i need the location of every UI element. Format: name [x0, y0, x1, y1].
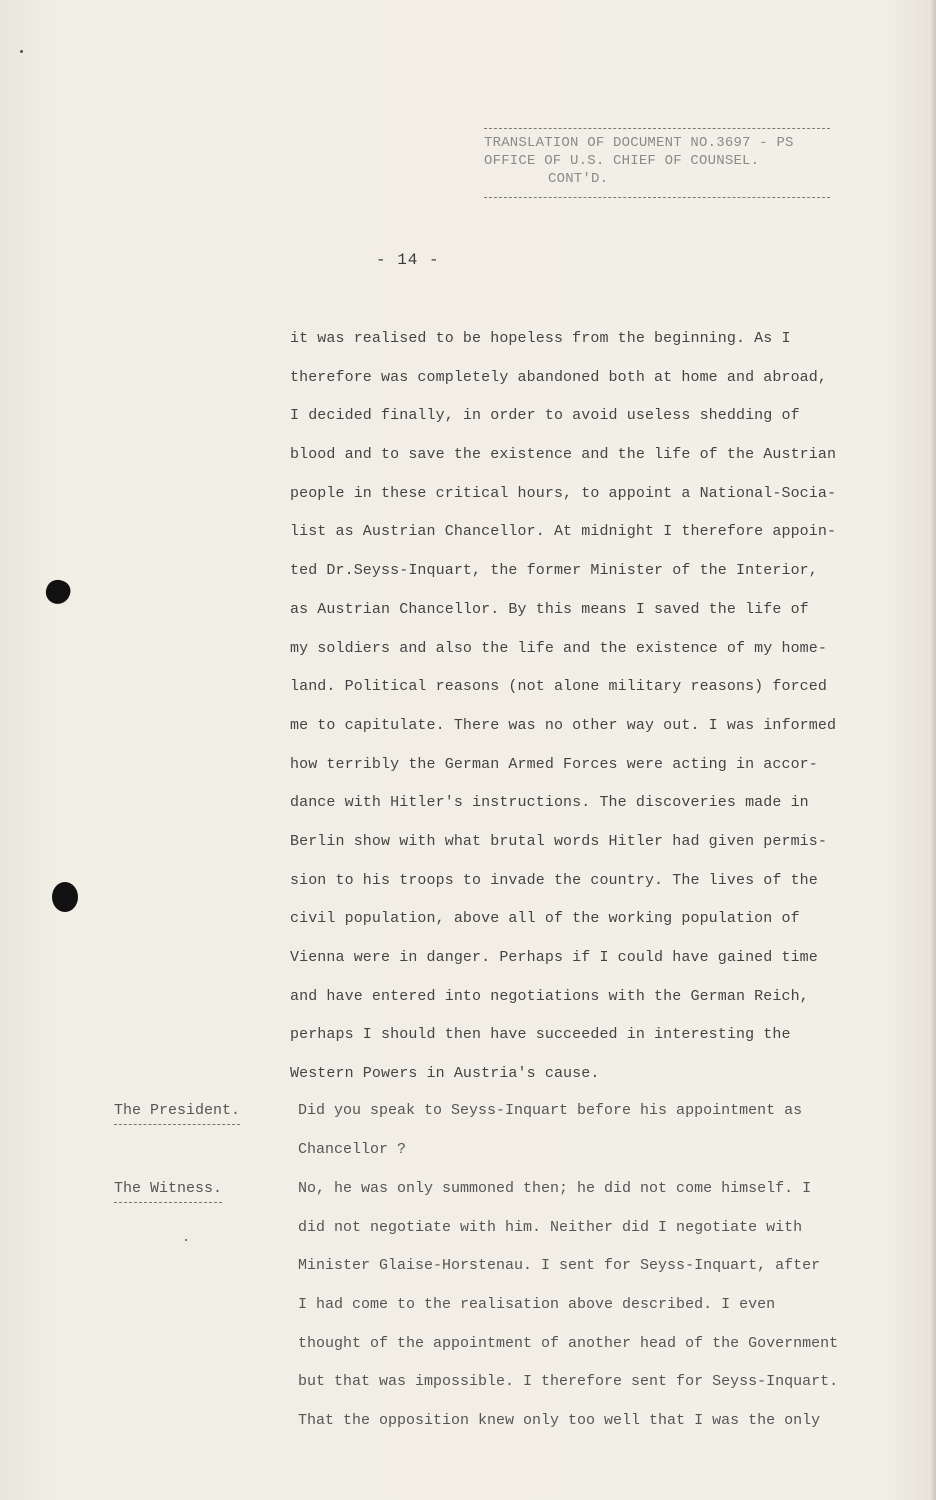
header-line-1: TRANSLATION OF DOCUMENT NO.3697 - PS: [484, 135, 794, 151]
body-line: perhaps I should then have succeeded in interesting the: [290, 1026, 791, 1044]
answer-line: Minister Glaise-Horstenau. I sent for Seyss-Inquart, after: [298, 1257, 821, 1275]
page-edge-shadow: [930, 0, 936, 1500]
answer-line: No, he was only summoned then; he did not come himself. I: [298, 1180, 812, 1197]
body-line: it was realised to be hopeless from the beginning. As I: [290, 330, 791, 347]
punch-hole-upper: [43, 577, 74, 608]
body-line: dance with Hitler's instructions. The discoveries made in: [290, 794, 809, 812]
body-line: and have entered into negotiations with the German Reich,: [290, 987, 809, 1005]
speaker-label-witness: The Witness.: [114, 1176, 222, 1203]
witness-answer: [298, 1176, 878, 1447]
body-line: civil population, above all of the working population of: [290, 910, 800, 928]
body-line: as Austrian Chancellor. By this means I saved the life of: [290, 600, 809, 618]
speaker-label-president: The President.: [114, 1098, 240, 1125]
body-line: Vienna were in danger. Perhaps if I could have gained time: [290, 949, 818, 966]
paper-speck: [20, 50, 23, 53]
body-line: me to capitulate. There was no other way out. I was informed: [290, 716, 837, 734]
punch-hole-lower: [52, 882, 78, 912]
body-line: therefore was completely abandoned both at home and abroad,: [290, 368, 827, 386]
testimony-paragraph: [290, 326, 880, 1100]
page-number: - 14 -: [376, 251, 440, 269]
translation-header: [484, 128, 834, 198]
header-top-rule: [484, 128, 830, 129]
body-line: Berlin show with what brutal words Hitler had given permis-: [290, 832, 827, 850]
body-line: land. Political reasons (not alone military reasons) forced: [290, 678, 827, 696]
question-line: Did you speak to Seyss-Inquart before his appointment as: [298, 1102, 803, 1119]
answer-line: but that was impossible. I therefore sent for Seyss-Inquart.: [298, 1373, 839, 1391]
header-line-2: OFFICE OF U.S. CHIEF OF COUNSEL.: [484, 153, 760, 169]
answer-line: thought of the appointment of another head of the Government: [298, 1334, 839, 1352]
body-line: how terribly the German Armed Forces were acting in accor-: [290, 755, 818, 773]
body-line: blood and to save the existence and the life of the Austrian: [290, 446, 837, 464]
answer-line: I had come to the realisation above described. I even: [298, 1296, 776, 1314]
body-line: I decided finally, in order to avoid useless shedding of: [290, 407, 800, 425]
answer-line: did not negotiate with him. Neither did I negotiate with: [298, 1218, 803, 1236]
header-line-3: CONT'D.: [548, 171, 609, 187]
president-question: [298, 1098, 878, 1175]
body-line: people in these critical hours, to appoint a National-Socia-: [290, 484, 837, 502]
header-bottom-rule: [484, 197, 830, 198]
question-line: Chancellor ?: [298, 1140, 407, 1158]
body-line: sion to his troops to invade the country. The lives of the: [290, 871, 818, 889]
body-line: ted Dr.Seyss-Inquart, the former Minister of the Interior,: [290, 562, 818, 580]
body-line: my soldiers and also the life and the existence of my home-: [290, 639, 827, 657]
body-line: Western Powers in Austria's cause.: [290, 1065, 600, 1083]
paper-speck: [185, 1239, 187, 1241]
answer-line: That the opposition knew only too well that I was the only: [298, 1412, 821, 1430]
body-line: list as Austrian Chancellor. At midnight I therefore appoin-: [290, 523, 837, 541]
